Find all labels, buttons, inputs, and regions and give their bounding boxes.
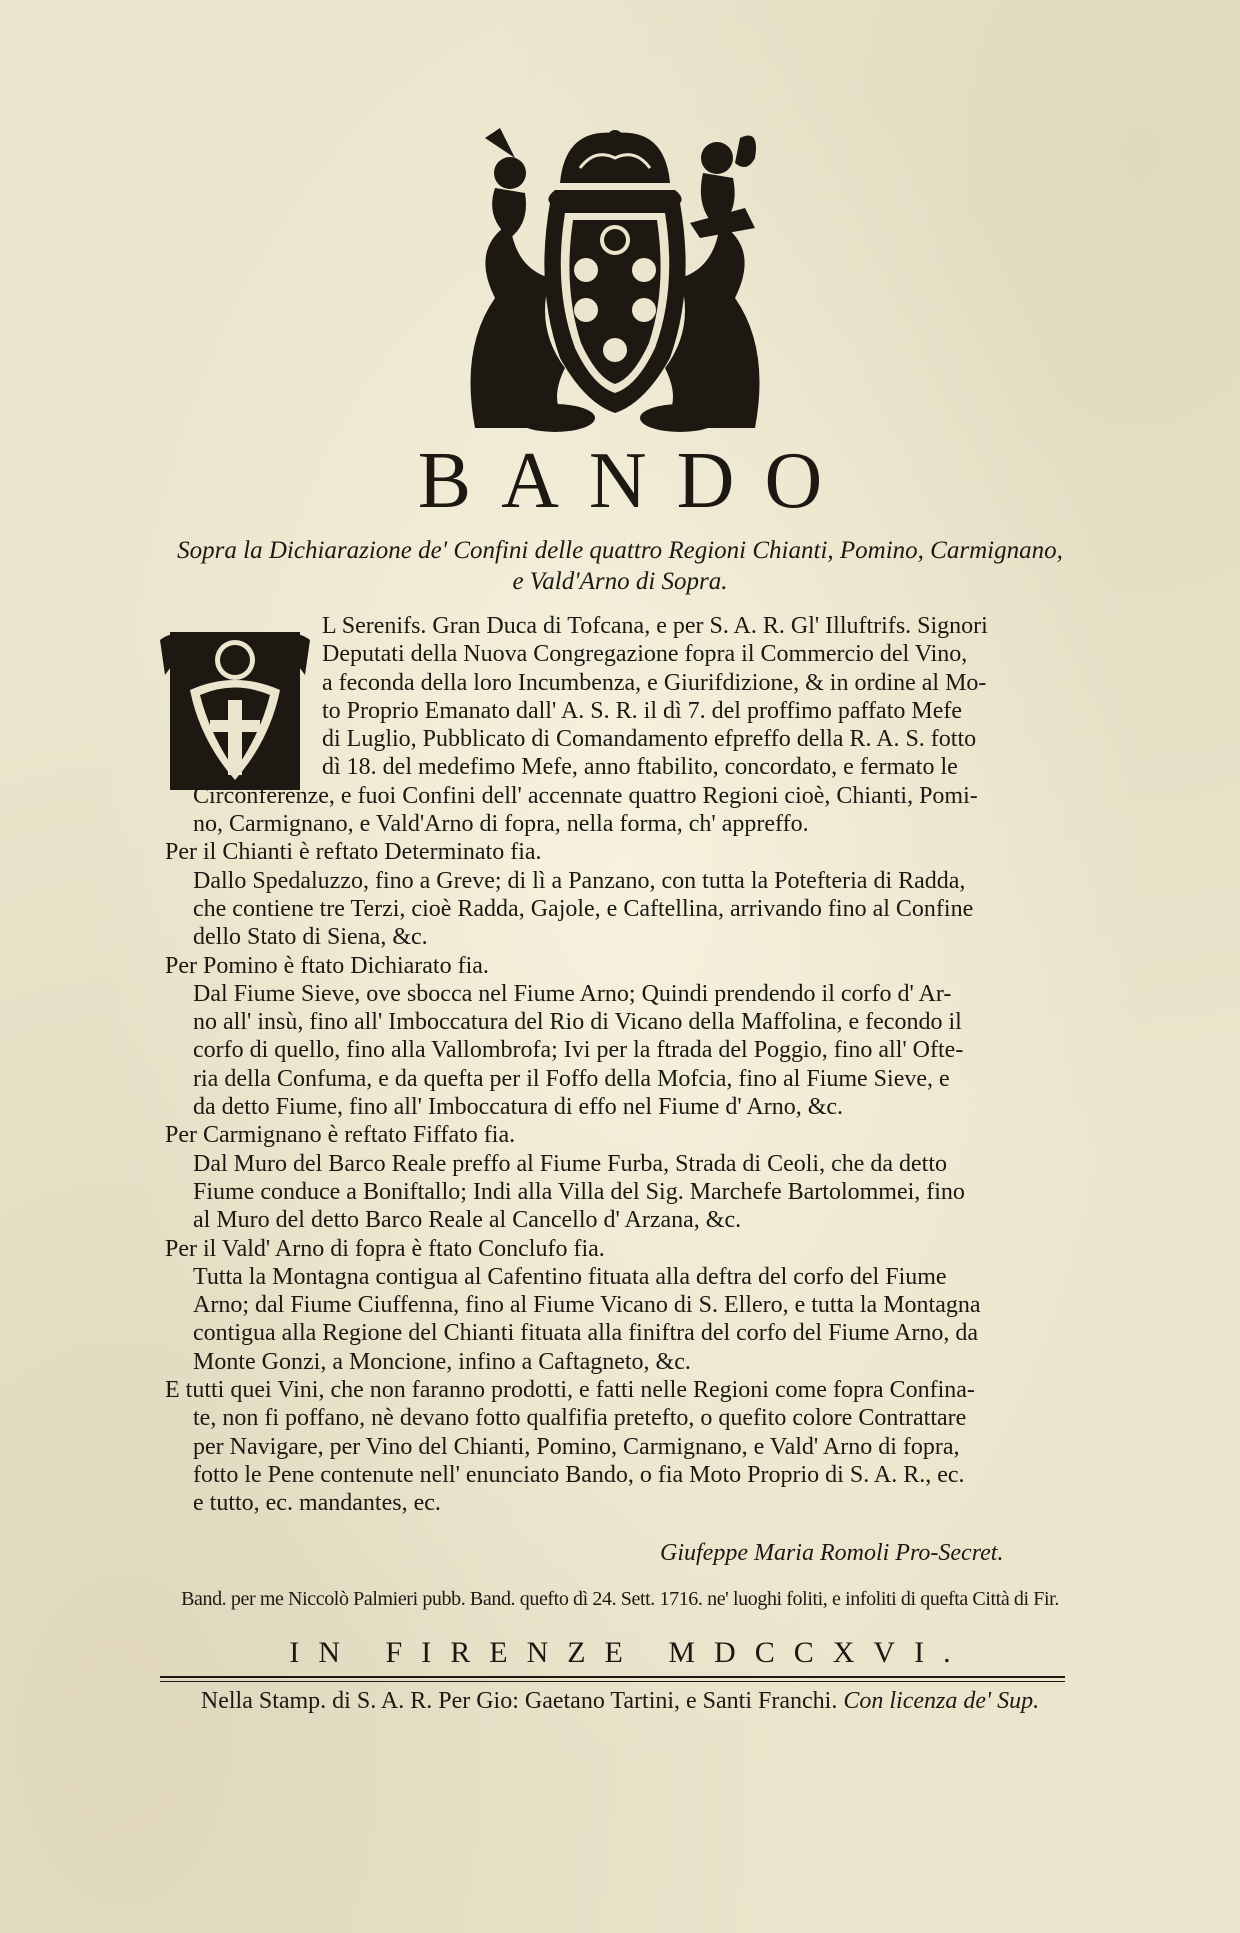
proclamation-body [165,612,1065,1518]
section-line: al Muro del detto Barco Reale al Cancello d' Arzana, &c. [193,1207,742,1234]
section-line: ria della Confuma, e da quefta per il Foffo della Mofcia, fino al Fiume Sieve, e [193,1065,950,1092]
section-chianti [165,838,1065,951]
section-line: Fiume conduce a Boniftallo; Indi alla Villa del Sig. Marchefe Bartolommei, fino [193,1178,965,1205]
imprint-city-date: IN FIRENZE MDCCXVI. [289,1636,970,1669]
divider-rule [160,1676,1065,1678]
section-heading: Per Pomino è ftato Dichiarato fia. [165,952,489,979]
section-heading: Per il Chianti è reftato Determinato fia. [165,839,542,866]
medici-coat-of-arms-emblem [455,128,775,433]
printer-line [0,1688,1240,1715]
section-valdarno [165,1235,1065,1376]
printer-name: Nella Stamp. di S. A. R. Per Gio: Gaetano Tartini, e Santi Franchi. [200,1688,838,1714]
closing-line: e tutto, ec. mandantes, ec. [193,1490,441,1517]
license-note: Con licenza de' Sup. [843,1688,1040,1714]
closing-line: fotto le Pene contenute nell' enunciato Bando, o fia Moto Proprio di S. A. R., ec. [193,1461,965,1488]
section-line: dello Stato di Siena, &c. [193,924,428,951]
section-line: Dallo Spedaluzzo, fino a Greve; di lì a Panzano, con tutta la Potefteria di Radda, [193,867,966,894]
section-line: che contiene tre Terzi, cioè Radda, Gajole, e Caftellina, arrivando fino al Confine [193,895,974,922]
proclamation-title: BANDO [417,437,853,525]
section-line: corfo di quello, fino alla Vallombrofa; Ivi per la ftrada del Poggio, fino all' Ofte- [193,1037,964,1064]
section-line: Arno; dal Fiume Ciuffenna, fino al Fiume Vicano di S. Ellero, e tutta la Montagna [193,1292,981,1319]
opening-line: L Serenifs. Gran Duca di Tofcana, e per S. A. R. Gl' Illuftrifs. Signori [322,613,988,639]
subtitle-line: e Vald'Arno di Sopra. [512,568,728,595]
closing-line: per Navigare, per Vino del Chianti, Pomino, Carmignano, e Vald' Arno di fopra, [193,1433,960,1460]
closing-line: E tutti quei Vini, che non faranno prodotti, e fatti nelle Regioni come fopra Confina- [165,1377,975,1404]
opening-line: Circonferenze, e fuoi Confini dell' accennate quattro Regioni cioè, Chianti, Pomi- [193,782,978,809]
section-carmignano [165,1121,1065,1234]
section-pomino [165,952,1065,1122]
closing-line: te, non fi poffano, nè devano fotto qualfifia pretefto, o quefito colore Contrattare [193,1405,967,1432]
opening-line: di Luglio, Pubblicato di Comandamento efpreffo della R. A. S. fotto [322,726,977,753]
opening-paragraph [165,612,1065,838]
opening-line: to Proprio Emanato dall' A. S. R. il dì 7. del proffimo paffato Mefe [322,697,963,724]
section-line: Dal Muro del Barco Reale preffo al Fiume Furba, Strada di Ceoli, che da detto [193,1150,948,1177]
secretary-signature: Giufeppe Maria Romoli Pro-Secret. [660,1540,1004,1566]
section-heading: Per Carmignano è reftato Fiffato fia. [165,1122,516,1149]
section-line: no all' insù, fino all' Imboccatura del Rio di Vicano della Maffolina, e fecondo il [193,1009,962,1036]
section-line: contigua alla Regione del Chianti fituata alla finiftra del corfo del Fiume Arno, da [193,1320,979,1347]
opening-line: no, Carmignano, e Vald'Arno di fopra, nella forma, ch' appreffo. [193,811,809,838]
closing-paragraph [165,1376,1065,1517]
opening-line: a feconda della loro Incumbenza, e Giurifdizione, & in ordine al Mo- [322,669,987,696]
subtitle-line: Sopra la Dichiarazione de' Confini delle quattro Regioni Chianti, Pomino, Carmignano, [177,537,1063,564]
opening-line: dì 18. del medefimo Mefe, anno ftabilito, concordato, e fermato le [322,754,958,781]
publication-note: Band. per me Niccolò Palmieri pubb. Band. quefto dì 24. Sett. 1716. ne' luoghi foliti, e infoliti di quefta Città di Fir. [181,1588,1059,1610]
section-line: Monte Gonzi, a Moncione, infino a Caftagneto, &c. [193,1348,691,1375]
section-line: da detto Fiume, fino all' Imboccatura di effo nel Fiume d' Arno, &c. [193,1094,844,1121]
opening-line: Deputati della Nuova Congregazione fopra il Commercio del Vino, [322,641,968,668]
proclamation-subtitle [150,535,1090,597]
section-line: Tutta la Montagna contigua al Cafentino fituata alla deftra del corfo del Fiume [193,1263,947,1290]
section-line: Dal Fiume Sieve, ove sbocca nel Fiume Arno; Quindi prendendo il corfo d' Ar- [193,980,952,1007]
section-heading: Per il Vald' Arno di fopra è ftato Conclufo fia. [165,1235,605,1262]
divider-rule [160,1681,1065,1682]
